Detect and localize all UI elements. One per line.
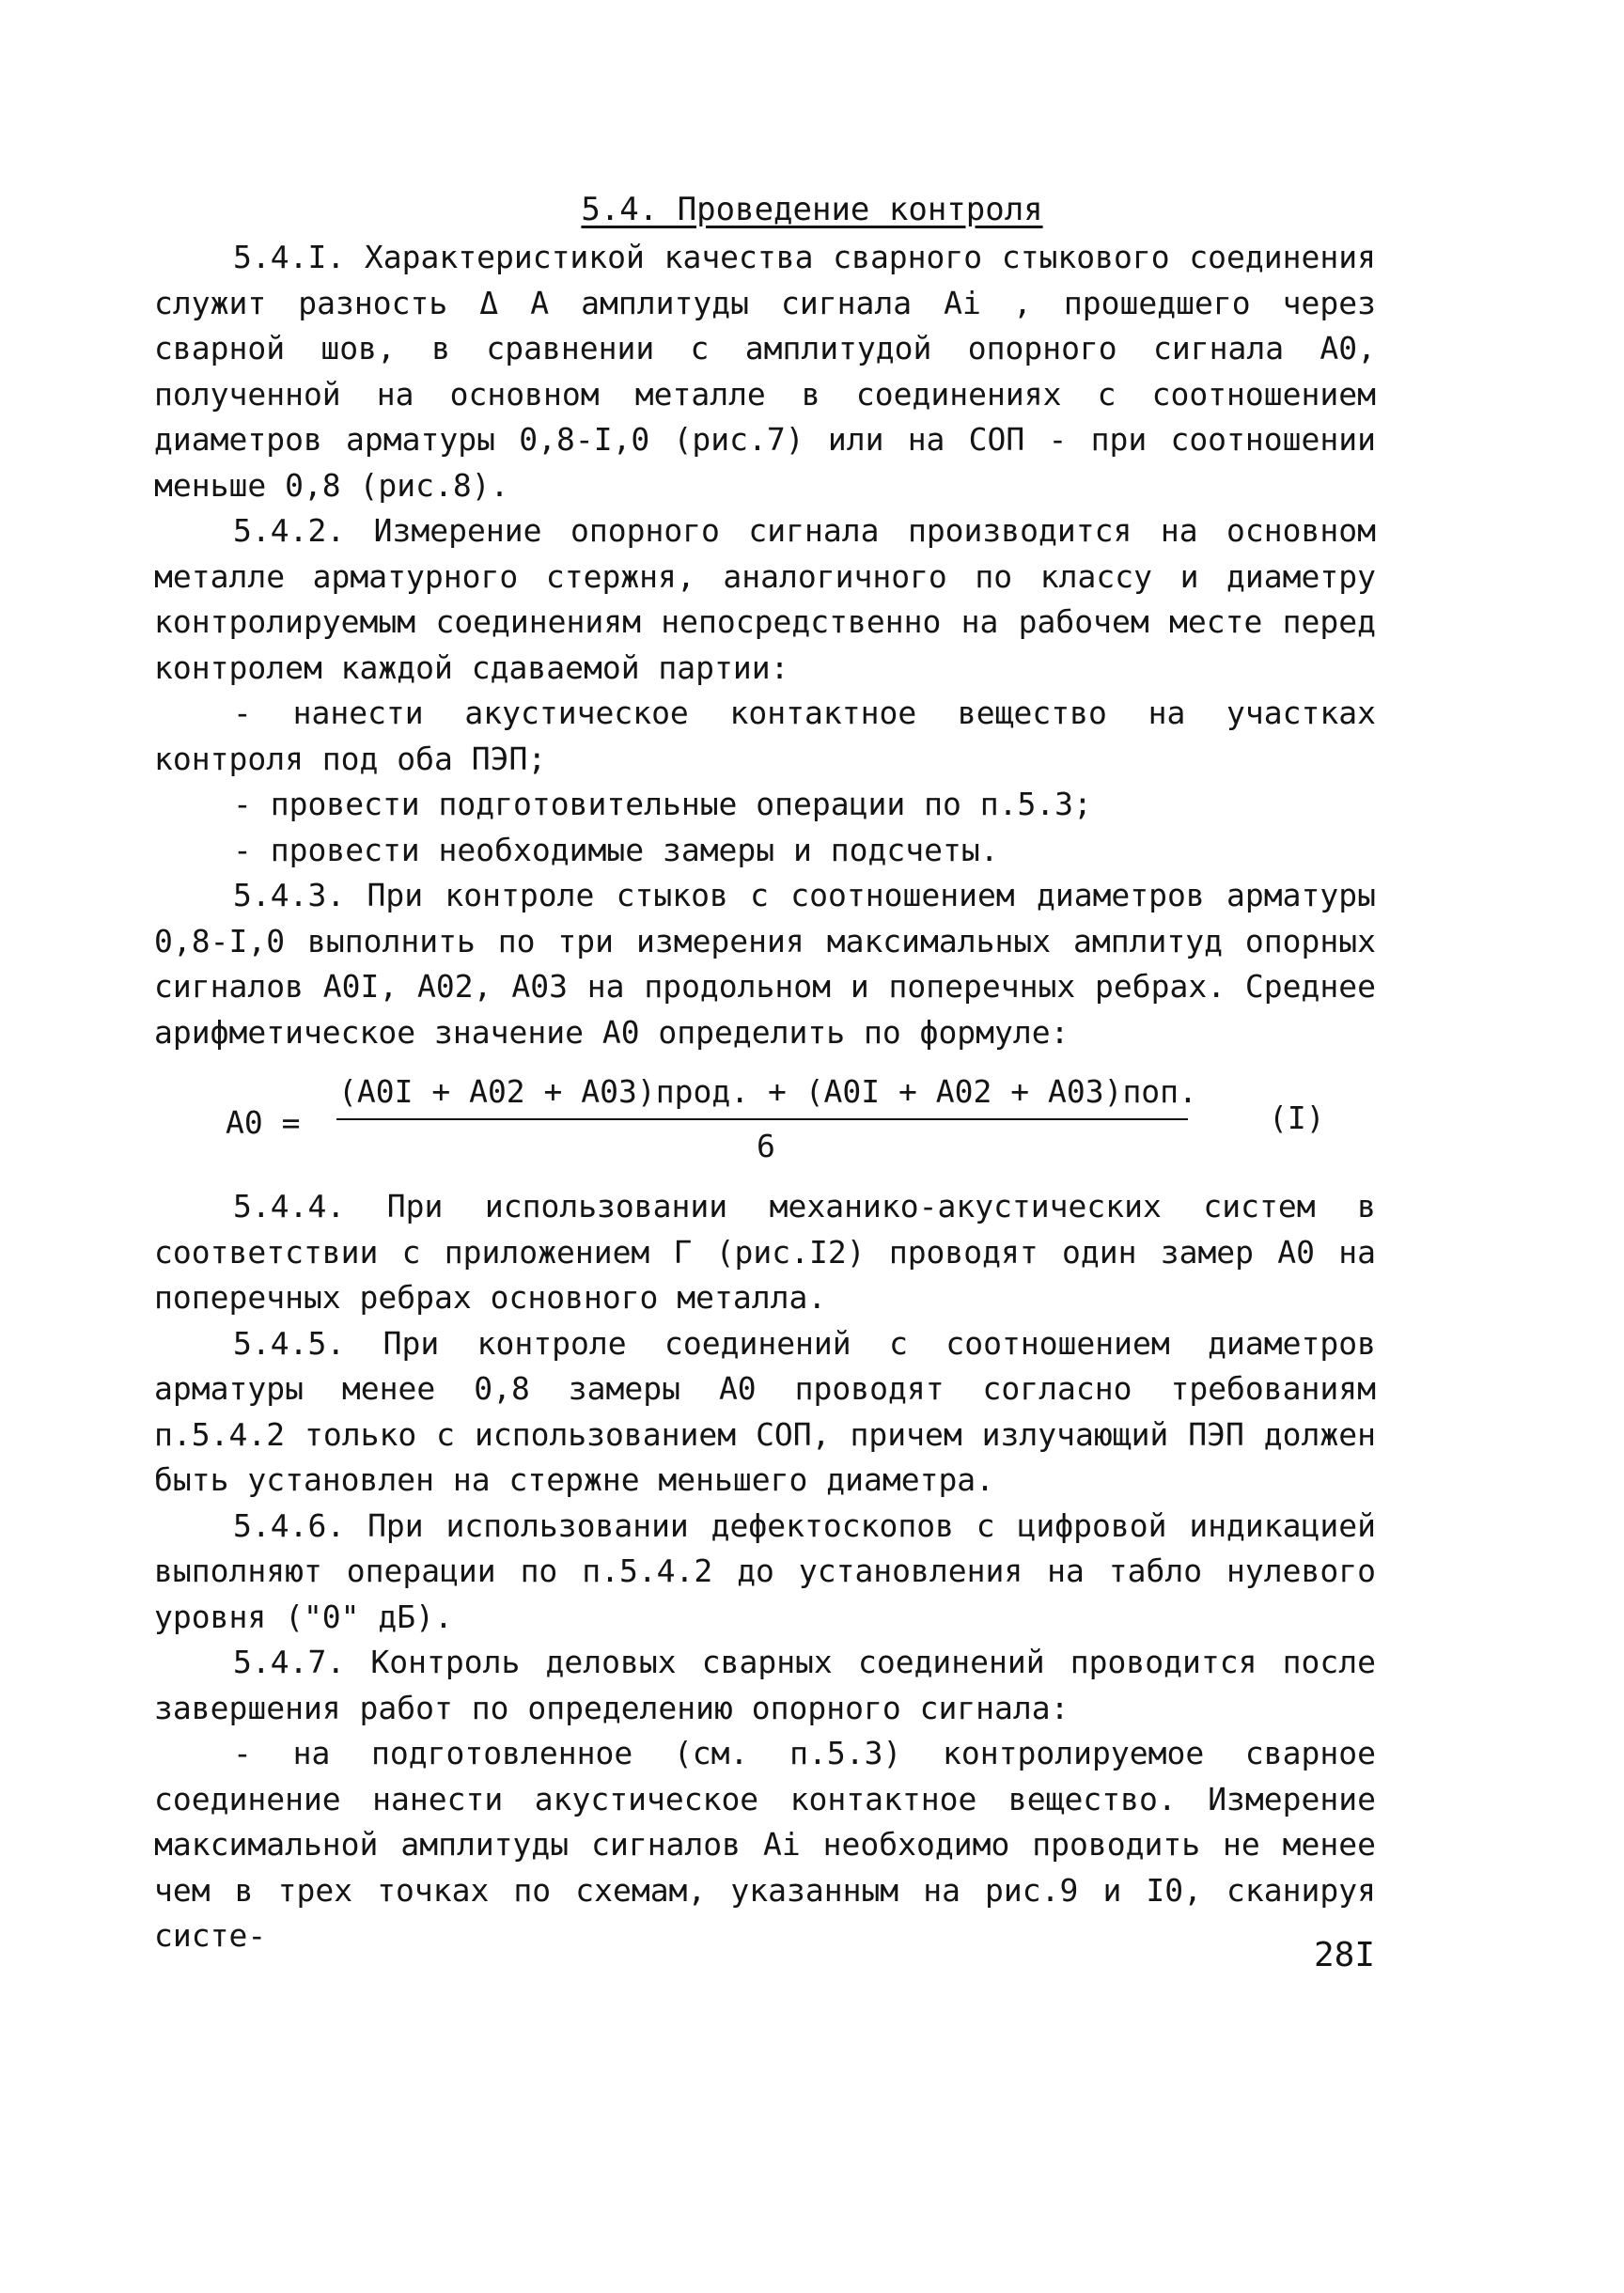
fraction-bar bbox=[336, 1118, 1188, 1120]
paragraph-5-4-4: 5.4.4. При использовании механико-акустических систем в соответствии с приложением Г (рис.I2) проводят один замер A0 на поперечных ребрах основного металла. bbox=[154, 1188, 1376, 1316]
paragraph-5-4-1: 5.4.I. Характеристикой качества сварного стыкового соединения служит разность Δ A амплитуды сигнала Ai , прошедшего через сварной шов, в сравнении с амплитудой опорного сигнала A0, полученной на основном металле в соединениях с соотношением диаметров арматуры 0,8-I,0 (рис.7) или на СОП - при соотношении меньше 0,8 (рис.8). bbox=[154, 239, 1376, 504]
list-item: - нанести акустическое контактное вещество на участках контроля под оба ПЭП; bbox=[154, 694, 1376, 777]
text-block-bottom bbox=[154, 1184, 1376, 1959]
formula-numerator: (A0I + A02 + A03)прод. + (A0I + A02 + A03)поп. bbox=[338, 1073, 1197, 1110]
list-item: - провести необходимые замеры и подсчеты. bbox=[233, 831, 999, 868]
page-number: 28I bbox=[1314, 1936, 1376, 1974]
paragraph-5-4-6: 5.4.6. При использовании дефектоскопов с цифровой индикацией выполняют операции по п.5.4.2 до установления на табло нулевого уровня ("0" дБ). bbox=[154, 1506, 1376, 1635]
paragraph-5-4-2: 5.4.2. Измерение опорного сигнала производится на основном металле арматурного стержня, аналогичного по классу и диаметру контролируемым соединениям непосредственно на рабочем месте перед контролем каждой сдаваемой партии: bbox=[154, 512, 1376, 686]
section-heading-text: 5.4. Проведение контроля bbox=[581, 191, 1043, 228]
equation-number: (I) bbox=[1269, 1100, 1325, 1136]
list-item: - провести подготовительные операции по п.5.3; bbox=[233, 786, 1092, 822]
formula-lhs: A0 = bbox=[226, 1104, 301, 1141]
formula bbox=[216, 1062, 1344, 1175]
paragraph-5-4-3: 5.4.3. При контроле стыков с соотношением диаметров арматуры 0,8-I,0 выполнить по три измерения максимальных амплитуд опорных сигналов A0I, A02, A03 на продольном и поперечных ребрах. Среднее арифметическое значение A0 определить по формуле: bbox=[154, 877, 1376, 1051]
section-heading bbox=[0, 188, 1624, 231]
paragraph-5-4-7: 5.4.7. Контроль деловых сварных соединений проводится после завершения работ по определению опорного сигнала: bbox=[154, 1644, 1376, 1726]
formula-denominator: 6 bbox=[757, 1128, 775, 1164]
text-block-top bbox=[154, 235, 1376, 1055]
paragraph-5-4-5: 5.4.5. При контроле соединений с соотношением диаметров арматуры менее 0,8 замеры A0 проводят согласно требованиям п.5.4.2 только с использованием СОП, причем излучающий ПЭП должен быть установлен на стержне меньшего диаметра. bbox=[154, 1324, 1376, 1498]
list-item: - на подготовленное (см. п.5.3) контролируемое сварное соединение нанести акустическое контактное вещество. Измерение максимальной амплитуды сигналов Ai необходимо проводить не менее чем в трех точках по схемам, указанным на рис.9 и I0, сканируя систе- bbox=[154, 1735, 1376, 1954]
